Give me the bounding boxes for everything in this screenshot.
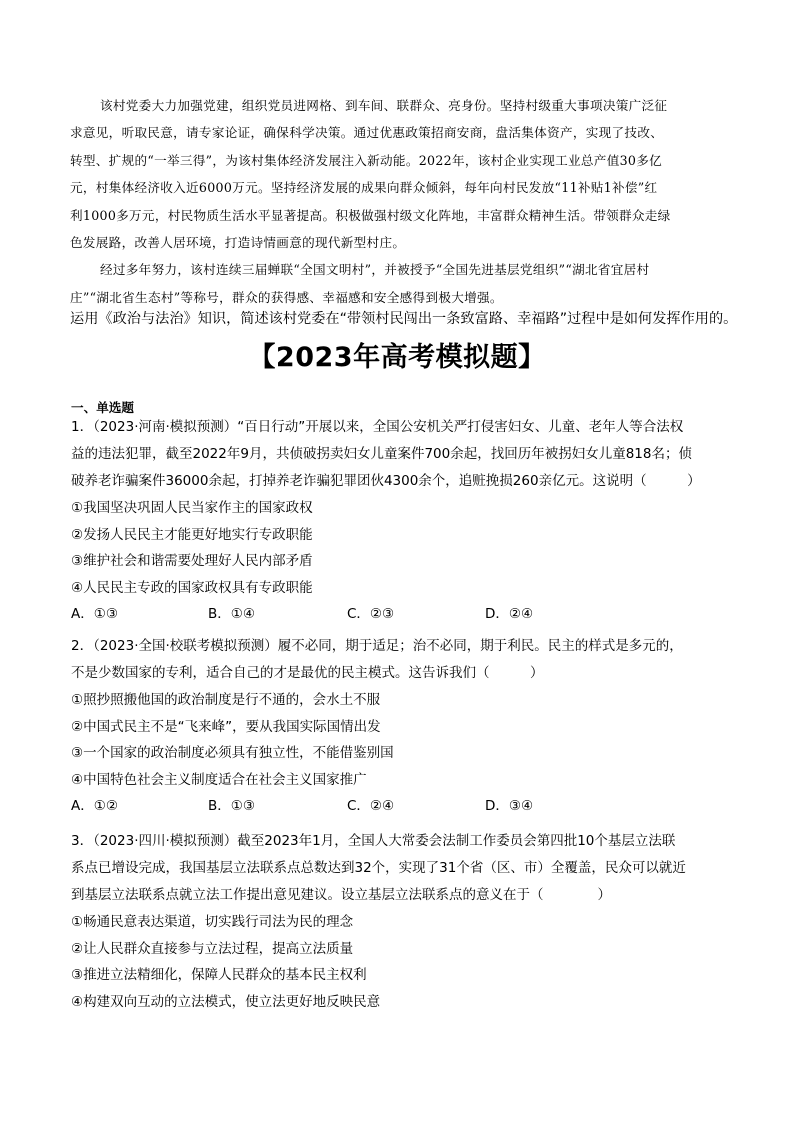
answer-choices	[71, 601, 731, 628]
material-paragraph-1	[70, 92, 734, 256]
material-line: 求意见，听取民意，请专家论证，确保科学决策。通过优惠政策招商安商，盘活集体资产，实现了技改、	[70, 125, 664, 141]
section-title: 【2023年高考模拟题】	[248, 342, 546, 373]
choice-a[interactable]: A．①③	[71, 606, 118, 622]
statement-option: ①我国坚决巩固人民当家作主的国家政权	[71, 500, 313, 516]
choice-a[interactable]: A．①②	[71, 798, 118, 814]
choice-d[interactable]: D．③④	[485, 798, 534, 814]
material-paragraph-2	[70, 256, 734, 311]
question-stem-line: 不是少数国家的专利，适合自己的才是最优的民主模式。这告诉我们（ ）	[71, 665, 544, 681]
question-stem-line: 系点已增设完成，我国基层立法联系点总数达到32个，实现了31个省（区、市）全覆盖，民众可以就近	[71, 860, 686, 876]
question-stem-line: 破养老诈骗案件36000余起，打掉养老诈骗犯罪团伙4300余个，追赃挽损260亲亿元。这说明（ ）	[71, 473, 701, 489]
statement-option: ②让人民群众直接参与立法过程，提高立法质量	[71, 940, 354, 957]
statement-option: ②发扬人民民主才能更好地实行专政职能	[71, 526, 313, 543]
choice-d[interactable]: D．②④	[485, 606, 534, 622]
question-category: 一、单选题	[71, 400, 134, 415]
question-3	[71, 828, 731, 1015]
statement-option: ④中国特色社会主义制度适合在社会主义国家推广	[71, 771, 367, 788]
material-line: 利1000多万元，村民物质生活水平显著提高。积极做强村级文化阵地，丰富群众精神生活。带领群众走绿	[70, 207, 671, 223]
question-1	[71, 414, 731, 628]
statement-option: ③维护社会和谐需要处理好人民内部矛盾	[71, 553, 313, 569]
statement-option: ③推进立法精细化，保障人民群众的基本民主权利	[71, 967, 367, 983]
question-2	[71, 633, 731, 820]
choice-b[interactable]: B．①④	[208, 606, 255, 622]
material-line: 元，村集体经济收入近6000万元。坚持经济发展的成果向群众倾斜，每年向村民发放“11补贴1补偿”红	[70, 180, 658, 196]
question-stem-line: 到基层立法联系点就立法工作提出意见建议。设立基层立法联系点的意义在于（ ）	[71, 887, 611, 903]
material-line: 经过多年努力，该村连续三届蝉联“全国文明村”，并被授予“全国先进基层党组织”“湖北省宜居村	[100, 262, 650, 278]
material-passage	[70, 92, 734, 311]
question-stem-line: 1．（2023·河南·模拟预测）“百日行动”开展以来，全国公安机关严打侵害妇女、儿童、老年人等合法权	[71, 419, 684, 435]
choice-b[interactable]: B．①③	[208, 798, 255, 814]
statement-option: ②中国式民主不是“飞来峰”，要从我国实际国情出发	[71, 718, 381, 735]
statement-option: ①照抄照搬他国的政治制度是行不通的，会水土不服	[71, 692, 381, 708]
choice-c[interactable]: C．②③	[347, 606, 395, 622]
statement-option: ④人民民主专政的国家政权具有专政职能	[71, 579, 313, 596]
statement-option: ④构建双向互动的立法模式，使立法更好地反映民意	[71, 993, 381, 1010]
question-stem-line: 3．（2023·四川·模拟预测）截至2023年1月，全国人大常委会法制工作委员会第四批10个基层立法联	[71, 833, 676, 849]
answer-choices	[71, 793, 731, 820]
material-line: 色发展路，改善人居环境，打造诗情画意的现代新型村庄。	[70, 235, 406, 251]
choice-c[interactable]: C．②④	[347, 798, 395, 814]
statement-option: ①畅通民意表达渠道，切实践行司法为民的理念	[71, 914, 354, 930]
statement-option: ③一个国家的政治制度必须具有独立性，不能借鉴别国	[71, 745, 394, 761]
material-line: 该村党委大力加强党建，组织党员进网格、到车间、联群众、亮身份。坚持村级重大事项决策广泛征	[100, 98, 668, 113]
material-line: 庄”“湖北省生态村”等称号，群众的获得感、幸福感和安全感得到极大增强。	[70, 289, 503, 305]
material-line: 转型、扩规的“一举三得”，为该村集体经济发展注入新动能。2022年，该村企业实现工业总产值30多亿	[70, 152, 662, 168]
task-prompt: 运用《政治与法治》知识，简述该村党委在“带领村民闯出一条致富路、幸福路”过程中是如何发挥作用的。	[70, 311, 738, 327]
question-stem-line: 益的违法犯罪，截至2022年9月，共侦破拐卖妇女儿童案件700余起，找回历年被拐妇女儿童818名；侦	[71, 446, 692, 462]
question-stem-line: 2．（2023·全国·校联考模拟预测）履不必同，期于适足；治不必同，期于利民。民主的样式是多元的，	[71, 638, 683, 654]
